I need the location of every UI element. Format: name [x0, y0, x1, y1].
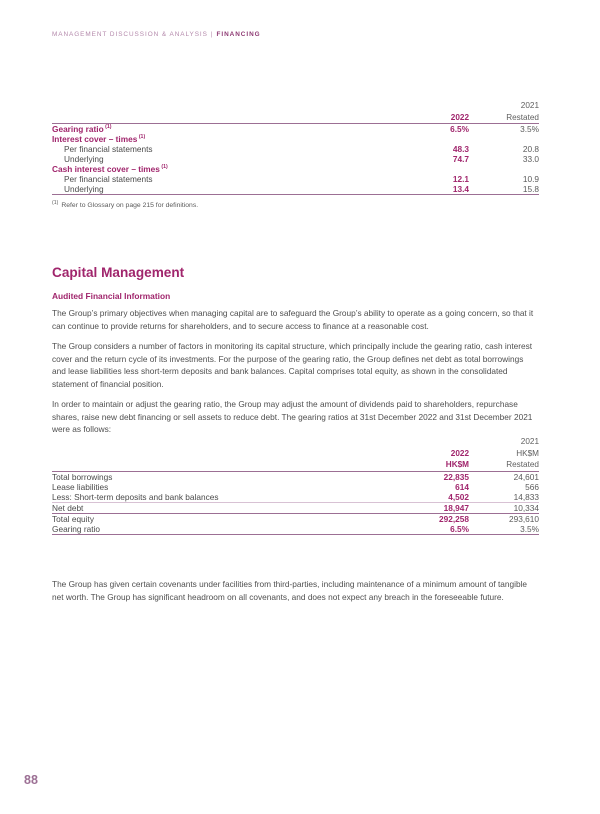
table-row [52, 124, 539, 135]
footnote-marker: (1) [161, 164, 168, 171]
footnote-marker: (1) [105, 124, 112, 131]
table-header-row [52, 436, 539, 471]
row-label: Per financial statements [64, 144, 153, 154]
row-value-current: 6.5% [383, 124, 469, 135]
running-header [52, 31, 261, 38]
table-row [52, 174, 539, 184]
row-value-prior: 10.9 [522, 174, 539, 184]
row-label: Total borrowings [52, 471, 383, 482]
header-year-prior-label: 2021 [520, 437, 539, 446]
header-year-prior-note: Restated [506, 460, 539, 469]
running-header-subsection: FINANCING [216, 31, 261, 38]
ratios-table-footnote [52, 201, 539, 211]
section-subtitle: Audited Financial Information [52, 291, 171, 301]
row-value-current [383, 164, 469, 174]
row-value-current: 614 [455, 481, 469, 492]
table-row [52, 144, 539, 154]
paragraph-objectives: The Group’s primary objectives when managing capital are to safeguard the Group’s ability to operate as a going concern, so that it can continue to provide returns for shareholders, and to secure access to finance at a reasonable cost. [52, 308, 534, 331]
page-title: Capital Management [52, 265, 185, 280]
row-value-prior: 14,833 [513, 491, 539, 502]
row-value-current: 18,947 [383, 502, 469, 513]
table-row [52, 502, 539, 513]
ratios-table-body [52, 124, 539, 195]
table-row [52, 134, 539, 144]
header-year-current-label: 2022 [450, 112, 469, 122]
header-unit-current: HK$M [445, 460, 469, 469]
header-spacer [52, 436, 383, 471]
table-row [52, 492, 539, 503]
table-row [52, 184, 539, 195]
row-value-current: 4,502 [448, 491, 469, 502]
header-spacer [52, 100, 383, 124]
row-value-prior: 24,601 [469, 471, 539, 482]
running-header-section: MANAGEMENT DISCUSSION & ANALYSIS [52, 31, 208, 38]
row-value-current: 13.4 [383, 184, 469, 195]
paragraph-covenants: The Group has given certain covenants under facilities from third-parties, including maintenance of a minimum amount of tangible net worth. The Group has significant headroom on all covenants, and does not expect any breach in the foreseeable future. [52, 579, 528, 602]
row-value-prior: 15.8 [469, 184, 539, 195]
row-label: Lease liabilities [52, 481, 109, 492]
row-label: Less: Short-term deposits and bank balances [52, 491, 219, 502]
row-value-prior: 293,610 [469, 513, 539, 524]
footnote-marker: (1) [138, 134, 146, 141]
paragraph-capital-structure: The Group considers a number of factors in monitoring its capital structure, which principally include the gearing ratio, cash interest cover and the return cycle of its investments. For the purpose of the gearing ratio, the Group defines net debt as total borrowings and lease liabilities less short-term deposits and bank balances. Capital comprises total equity, as shown in the consolidated statement of financial position. [52, 341, 533, 389]
row-label-text: Gearing ratio [52, 124, 104, 134]
row-label-text: Cash interest cover – times [52, 164, 160, 174]
row-label: Total equity [52, 513, 383, 524]
row-label [52, 164, 383, 174]
ratios-table-block [52, 100, 539, 211]
row-value-prior: 566 [525, 481, 539, 492]
running-header-separator: | [210, 31, 214, 38]
row-value-prior [469, 164, 539, 174]
row-label: Underlying [64, 154, 104, 164]
gearing-table-body [52, 471, 539, 534]
row-value-current: 12.1 [452, 174, 469, 184]
row-value-prior: 10,334 [469, 502, 539, 513]
ratios-table-head [52, 100, 539, 124]
gearing-table-head [52, 436, 539, 471]
table-row [52, 154, 539, 164]
header-year-current-label: 2022 [450, 448, 469, 458]
paragraph-gearing-adjustments: In order to maintain or adjust the gearing ratio, the Group may adjust the amount of dividends paid to shareholders, repurchase shares, raise new debt financing or sell assets to reduce debt. The gearing ratios at 31st December 2022 and 31st December 2021 were as follows: [52, 399, 533, 435]
row-label: Per financial statements [64, 174, 153, 184]
page-number: 88 [24, 773, 38, 787]
row-label [52, 124, 383, 135]
gearing-table [52, 436, 539, 535]
table-row [52, 164, 539, 174]
header-year-prior-label: 2021 [520, 101, 539, 110]
header-year-current [383, 100, 469, 124]
row-label [52, 134, 383, 144]
row-value-current: 22,835 [383, 471, 469, 482]
table-row [52, 524, 539, 535]
header-year-prior [469, 100, 539, 124]
row-label-text: Interest cover – times [52, 134, 138, 144]
footnote-text: Refer to Glossary on page 215 for definitions. [61, 202, 199, 209]
header-unit-prior: HK$M [516, 448, 539, 458]
header-year-prior-note: Restated [506, 112, 539, 122]
table-header-row [52, 100, 539, 124]
row-value-current: 6.5% [383, 524, 469, 535]
ratios-table [52, 100, 539, 195]
header-year-current [383, 436, 469, 471]
row-value-prior: 33.0 [522, 154, 539, 164]
row-value-prior [469, 134, 539, 144]
row-value-prior: 3.5% [469, 524, 539, 535]
row-value-current: 48.3 [452, 144, 469, 154]
table-row [52, 513, 539, 524]
row-value-prior: 3.5% [469, 124, 539, 135]
row-value-current: 74.7 [452, 154, 469, 164]
row-label: Gearing ratio [52, 524, 383, 535]
header-year-prior [469, 436, 539, 471]
row-label: Net debt [52, 502, 383, 513]
table-row [52, 471, 539, 482]
gearing-table-block [52, 436, 539, 535]
footnote-marker: (1) [52, 199, 59, 206]
row-value-prior: 20.8 [522, 144, 539, 154]
row-value-current: 292,258 [383, 513, 469, 524]
row-label: Underlying [52, 184, 383, 195]
row-value-current [383, 134, 469, 144]
table-row [52, 482, 539, 492]
